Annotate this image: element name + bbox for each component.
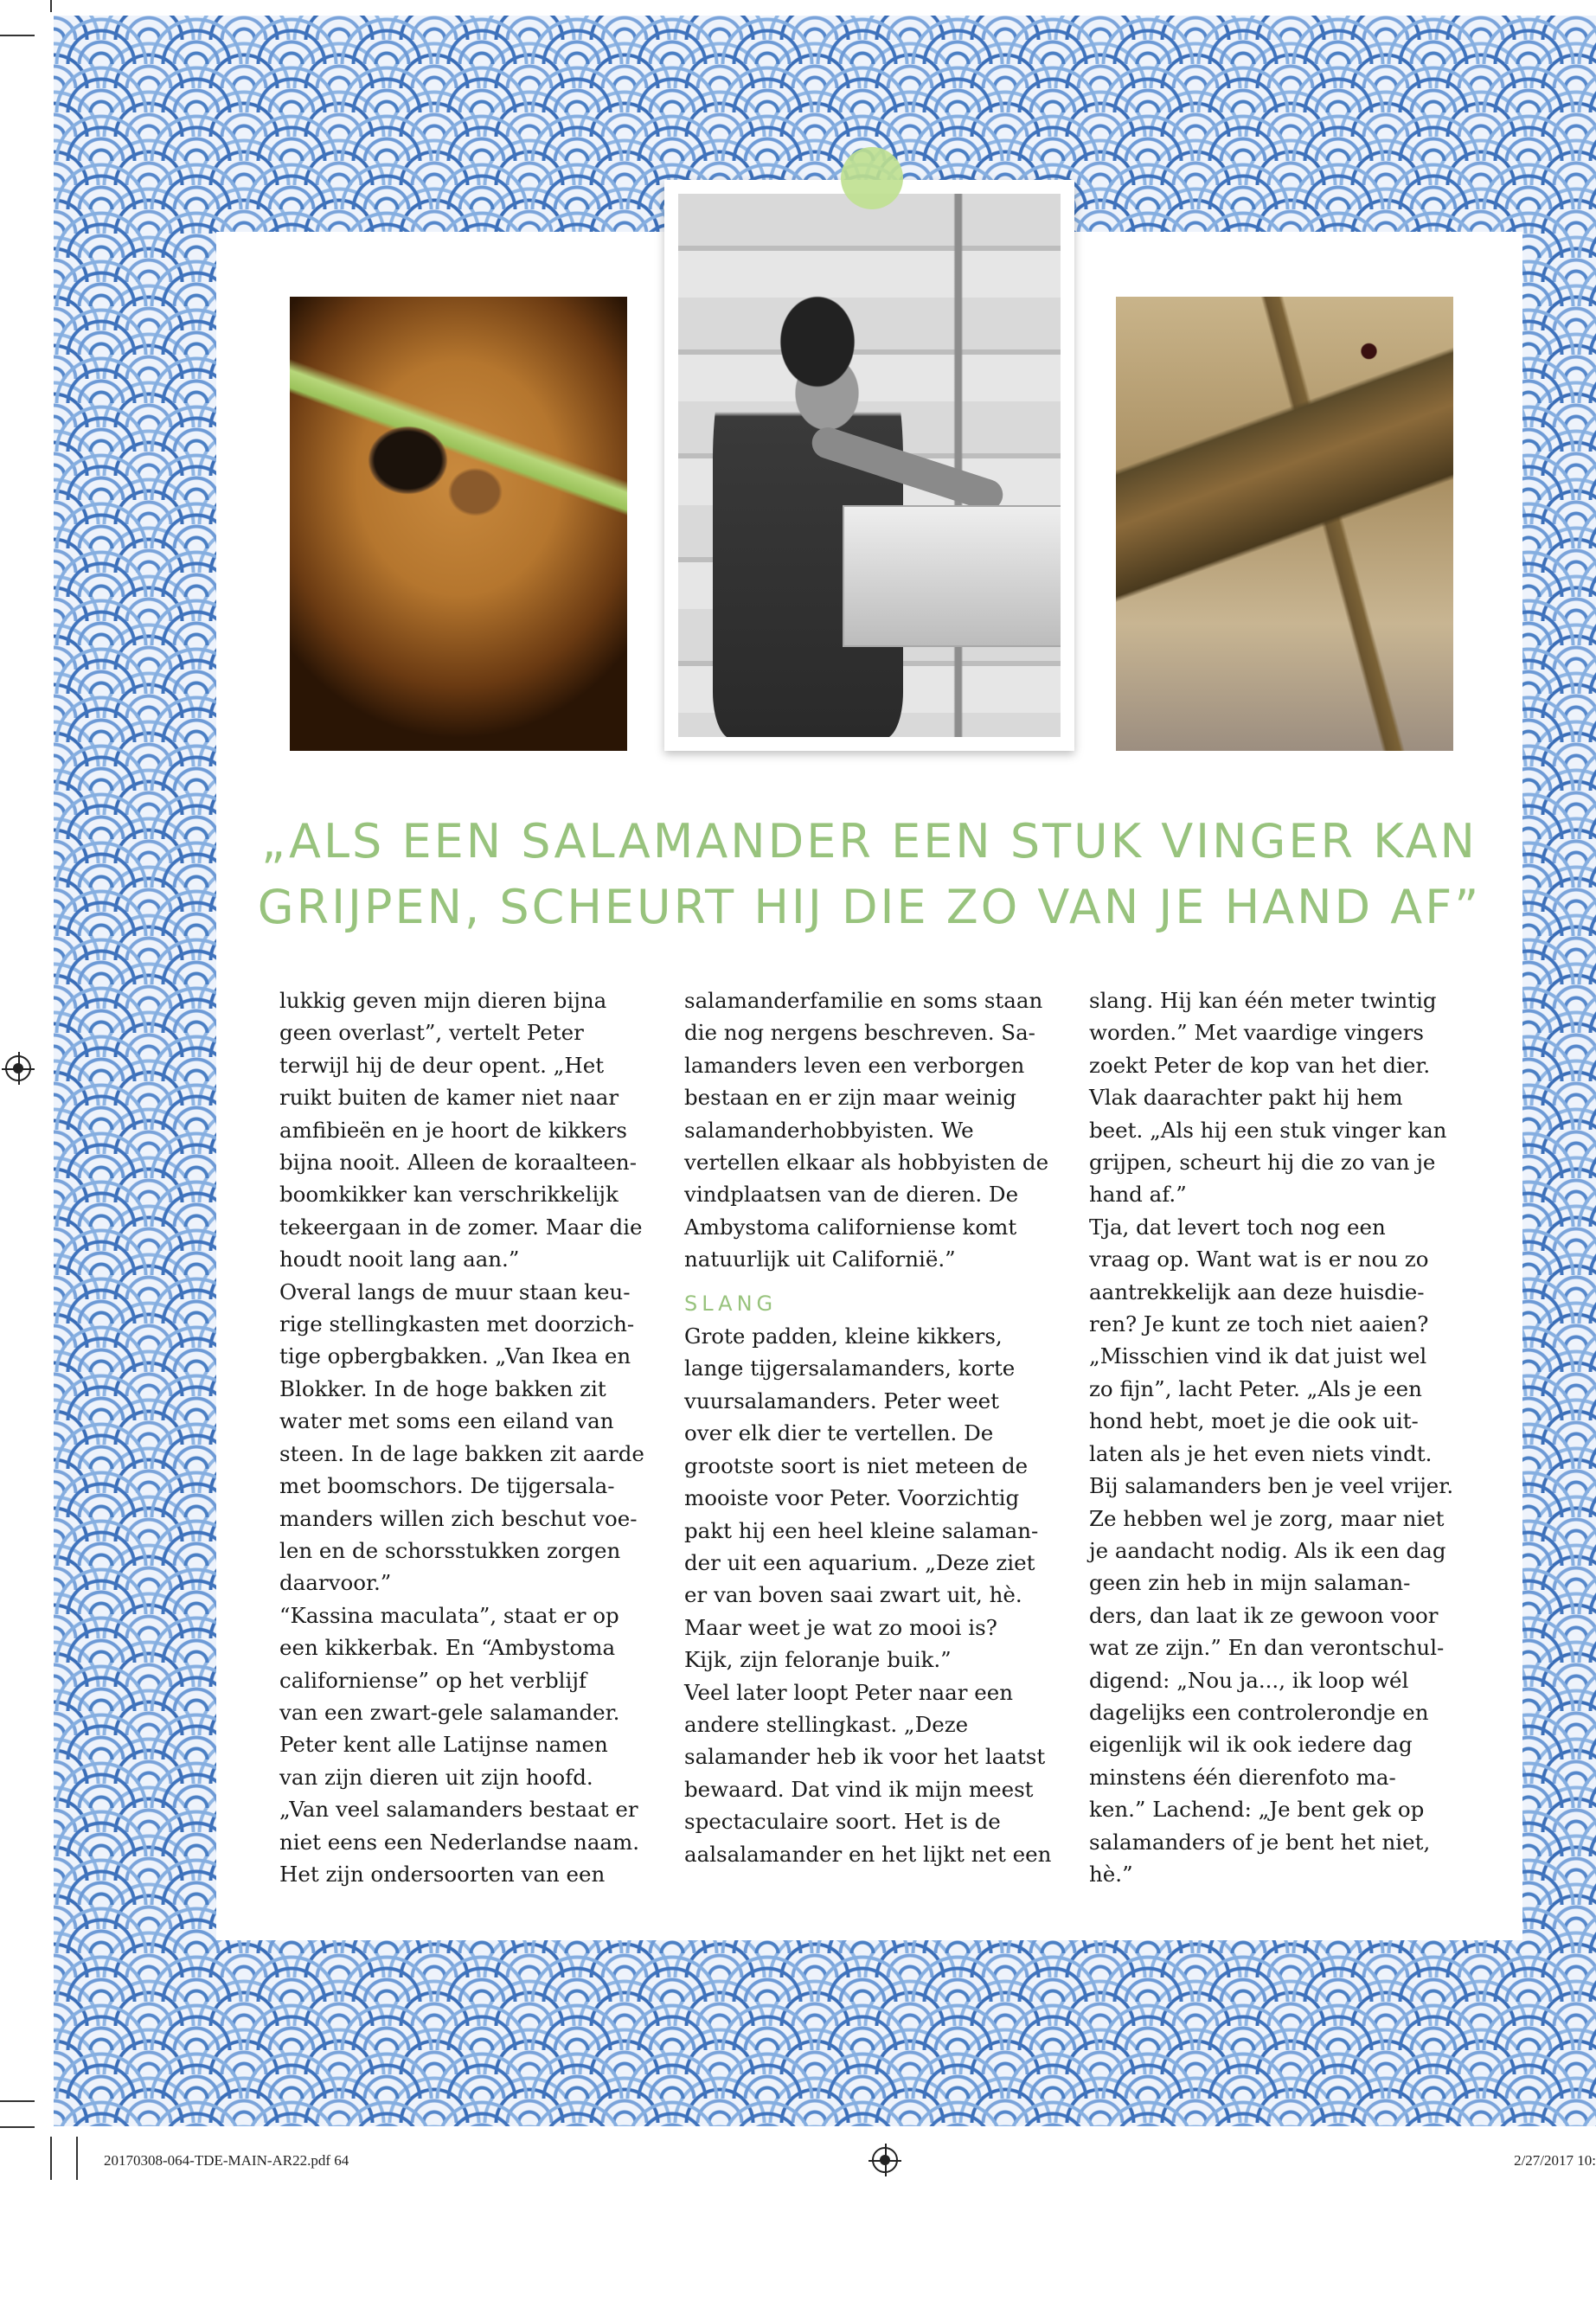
footer-date: 2/27/2017 10: bbox=[1514, 2152, 1596, 2169]
article-column-1: lukkig geven mijn dieren bijna geen overlast”, vertelt Peter terwijl hij de deur opent. „Het ruikt buiten de kamer niet naar amfibieën en je hoort de kikkers bijna nooit. Alleen de koraalteen- boomkikker kan verschrikkelijk tekeergaan in de zomer. Maar die houdt nooit lang aan.” Overal langs de muur staan keu- rige stellingkasten met doorzich- tige opbergbakken. „Van Ikea en Blokker. In de hoge bakken zit water met soms een eiland van steen. In de lage bakken zit aarde met boomschors. De tijgersala- manders willen zich beschut voe- len en de schorsstukken zorgen daarvoor.” “Kassina maculata”, staat er op een kikkerbak. En “Ambystoma californiense” op het verblijf van een zwart-gele salamander. Peter kent alle Latijnse namen van zijn dieren uit zijn hoofd. „Van veel salamanders bestaat er niet eens een Nederlandse naam. Het zijn ondersoorten van een bbox=[279, 988, 644, 1887]
article-column-3: slang. Hij kan één meter twintig worden.” Met vaardige vingers zoekt Peter de kop van het dier. Vlak daarachter pakt hij hem beet. „Als hij een stuk vinger kan grijpen, scheurt hij die zo van je hand af.” Tja, dat levert toch nog een vraag op. Want wat is er nou zo aantrekkelijk aan deze huisdie- ren? Je kunt ze toch niet aaien? „Misschien vind ik dat juist wel zo fijn”, lacht Peter. „Als je een hond hebt, moet je die ook uit- laten als je het even niets vindt. Bij salamanders ben je veel vrijer. Ze hebben wel je zorg, maar niet je aandacht nodig. Als ik een dag geen zin heb in mijn salaman- ders, dan laat ik ze gewoon voor wat ze zijn.” En dan verontschul- digend: „Nou ja..., ik loop wél dagelijks een controlerondje en eigenlijk wil ik ook iedere dag minstens één dierenfoto ma- ken.” Lachend: „Je bent gek op salamanders of je bent het niet, hè.” bbox=[1089, 988, 1454, 1887]
crop-mark bbox=[50, 0, 52, 12]
article-column-2 bbox=[684, 984, 1056, 1870]
column-2-top-text: salamanderfamilie en soms staan die nog nergens beschreven. Sa- lamanders leven een verborgen bestaan en er zijn maar weinig salamanderhobbyisten. We vertellen elkaar als hobbyisten de vindplaatsen van de dieren. De Ambystoma californiense komt natuurlijk uit Californië.” bbox=[684, 988, 1049, 1272]
tape-dot bbox=[841, 147, 903, 209]
newt-photo bbox=[1116, 297, 1453, 751]
crop-mark bbox=[0, 2126, 35, 2128]
column-2-bottom-text: Grote padden, kleine kikkers, lange tijgersalamanders, korte vuursalamanders. Peter weet over elk dier te vertellen. De grootste soort is niet meteen de mooiste voor Peter. Voorzichtig pakt hij een heel kleine salaman- der uit een aquarium. „Deze ziet er van boven saai zwart uit, hè. Maar weet je wat zo mooi is? Kijk, zijn feloranje buik.” Veel later loopt Peter naar een andere stellingkast. „Deze salamander heb ik voor het laatst bewaard. Dat vind ik mijn meest spectaculaire soort. Het is de aalsalamander en het lijkt net een bbox=[684, 1324, 1052, 1867]
crop-mark bbox=[0, 35, 35, 36]
registration-mark-icon bbox=[5, 1055, 31, 1081]
print-footer bbox=[0, 2145, 1596, 2180]
keeper-figure bbox=[713, 272, 903, 737]
keeper-photo bbox=[678, 194, 1061, 737]
section-subhead: SLANG bbox=[684, 1291, 778, 1316]
footer-filename: 20170308-064-TDE-MAIN-AR22.pdf 64 bbox=[104, 2152, 349, 2169]
registration-mark-icon bbox=[872, 2147, 898, 2173]
pull-quote bbox=[216, 809, 1522, 940]
pull-quote-line-2: GRIJPEN, SCHEURT HIJ DIE ZO VAN JE HAND AF” bbox=[257, 880, 1482, 934]
storage-box bbox=[843, 505, 1061, 647]
frog-photo bbox=[290, 297, 627, 751]
crop-mark bbox=[0, 2100, 35, 2102]
pull-quote-line-1: „ALS EEN SALAMANDER EEN STUK VINGER KAN bbox=[261, 814, 1477, 868]
